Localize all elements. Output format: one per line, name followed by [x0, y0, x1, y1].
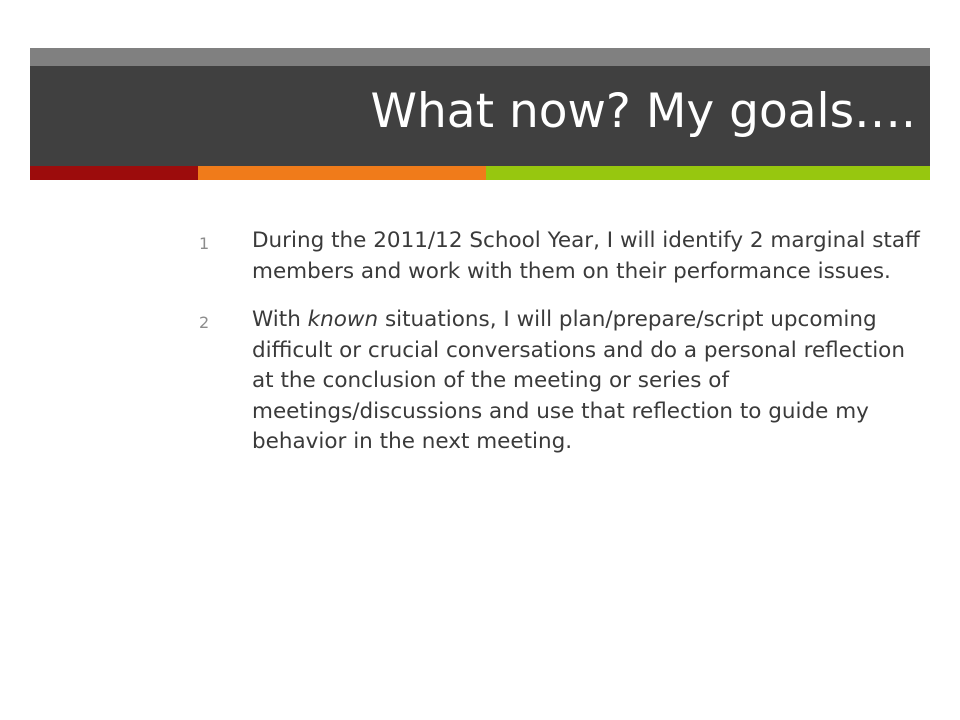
- accent-strip-orange: [198, 166, 486, 180]
- goal-text-rest: situations, I will plan/prepare/script upcoming difficult or crucial conversations and do a personal reflection at the conclusion of the meeting or series of meetings/discussions and use that reflection to guide my behavior in the next meeting.: [252, 307, 905, 454]
- goal-item-2: [0, 305, 960, 458]
- title-top-bar: [30, 48, 930, 66]
- goal-number: 1: [199, 234, 210, 253]
- goal-text: During the 2011/12 School Year, I will identify 2 marginal staff members and work with them on their performance issues.: [252, 228, 920, 284]
- goal-text-emphasis: known: [307, 307, 379, 332]
- title-band: [30, 66, 930, 166]
- goal-text: [0, 305, 920, 458]
- goals-list: [0, 226, 960, 476]
- goal-number: 2: [199, 313, 210, 332]
- goal-text-start: With: [252, 307, 308, 332]
- slide-title: What now? My goals….: [370, 84, 916, 139]
- accent-strip-green: [486, 166, 930, 180]
- accent-strip-red: [30, 166, 198, 180]
- goal-item-1: [0, 226, 960, 287]
